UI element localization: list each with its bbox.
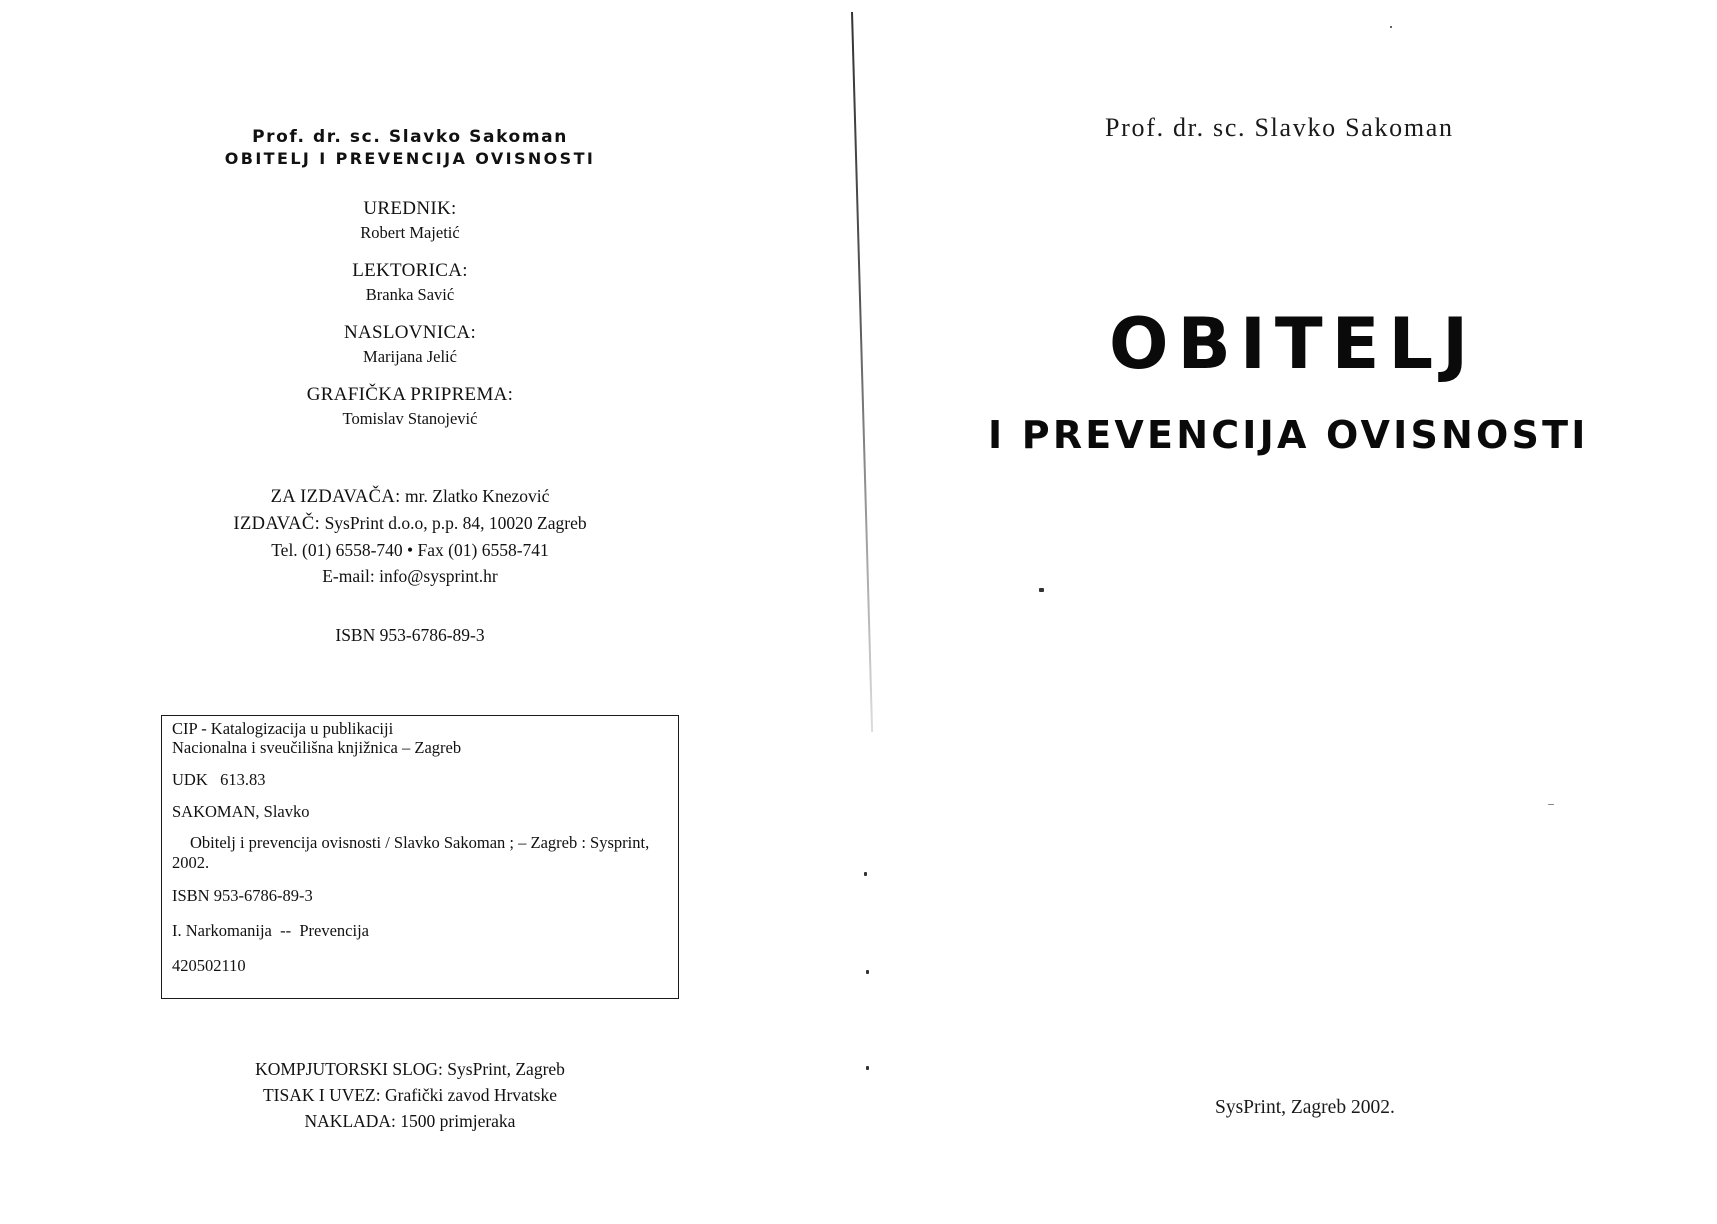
printing: TISAK I UVEZ: Grafički zavod Hrvatske <box>262 1085 557 1105</box>
cip-header-line2: Nacionalna i sveučilišna knjižnica – Zagreb <box>172 738 462 757</box>
imprint-author: Prof. dr. sc. Slavko Sakoman <box>252 127 568 147</box>
for-publisher-value: mr. Zlatko Knezović <box>405 486 550 506</box>
credit-role: NASLOVNICA: <box>343 322 477 343</box>
title-page-author: Prof. dr. sc. Slavko Sakoman <box>1105 113 1454 142</box>
for-publisher-label: ZA IZDAVAČA: <box>270 487 401 507</box>
credit-editor <box>0 197 820 245</box>
typesetting: KOMPJUTORSKI SLOG: SysPrint, Zagreb <box>255 1059 565 1079</box>
credit-person: Robert Majetić <box>360 223 460 242</box>
cip-isbn: ISBN 953-6786-89-3 <box>172 886 313 905</box>
credit-cover <box>0 321 820 369</box>
cip-record-box <box>161 715 679 999</box>
cip-author: SAKOMAN, Slavko <box>172 802 310 821</box>
isbn: ISBN 953-6786-89-3 <box>335 625 485 645</box>
email: E-mail: info@sysprint.hr <box>322 566 498 586</box>
credit-person: Branka Savić <box>365 285 455 304</box>
production-info <box>0 1056 820 1134</box>
imprint-title: OBITELJ I PREVENCIJA OVISNOSTI <box>224 149 596 168</box>
credit-role: GRAFIČKA PRIPREMA: <box>306 384 514 405</box>
book-subtitle: I PREVENCIJA OVISNOSTI <box>988 413 1589 457</box>
credit-person: Tomislav Stanojević <box>342 409 478 428</box>
for-publisher-row <box>0 483 820 510</box>
credit-person: Marijana Jelić <box>363 347 457 366</box>
title-page <box>853 0 1717 1224</box>
book-title: OBITELJ <box>1109 303 1478 385</box>
credit-role: UREDNIK: <box>363 198 457 219</box>
phone-fax: Tel. (01) 6558-740 • Fax (01) 6558-741 <box>271 540 549 560</box>
credit-prepress <box>0 383 820 431</box>
publisher-row <box>0 510 820 537</box>
title-page-publisher: SysPrint, Zagreb 2002. <box>1215 1097 1395 1118</box>
imprint-header <box>0 127 820 169</box>
cip-header-line1: CIP - Katalogizacija u publikaciji <box>172 719 394 738</box>
publisher-label: IZDAVAČ: <box>233 514 321 534</box>
print-run: NAKLADA: 1500 primjeraka <box>304 1111 516 1131</box>
credit-role: LEKTORICA: <box>352 260 468 281</box>
cip-record-number: 420502110 <box>172 956 246 975</box>
credits-list <box>0 197 820 445</box>
cip-subject: I. Narkomanija -- Prevencija <box>172 921 370 940</box>
publisher-info <box>0 483 820 589</box>
publisher-value: SysPrint d.o.o, p.p. 84, 10020 Zagreb <box>324 513 587 533</box>
imprint-page <box>0 0 852 1224</box>
cip-title-entry: Obitelj i prevencija ovisnosti / Slavko Sakoman ; – Zagreb : Sysprint, 2002. <box>172 833 650 872</box>
credit-proofreader <box>0 259 820 307</box>
cip-udk: UDK 613.83 <box>172 770 266 789</box>
